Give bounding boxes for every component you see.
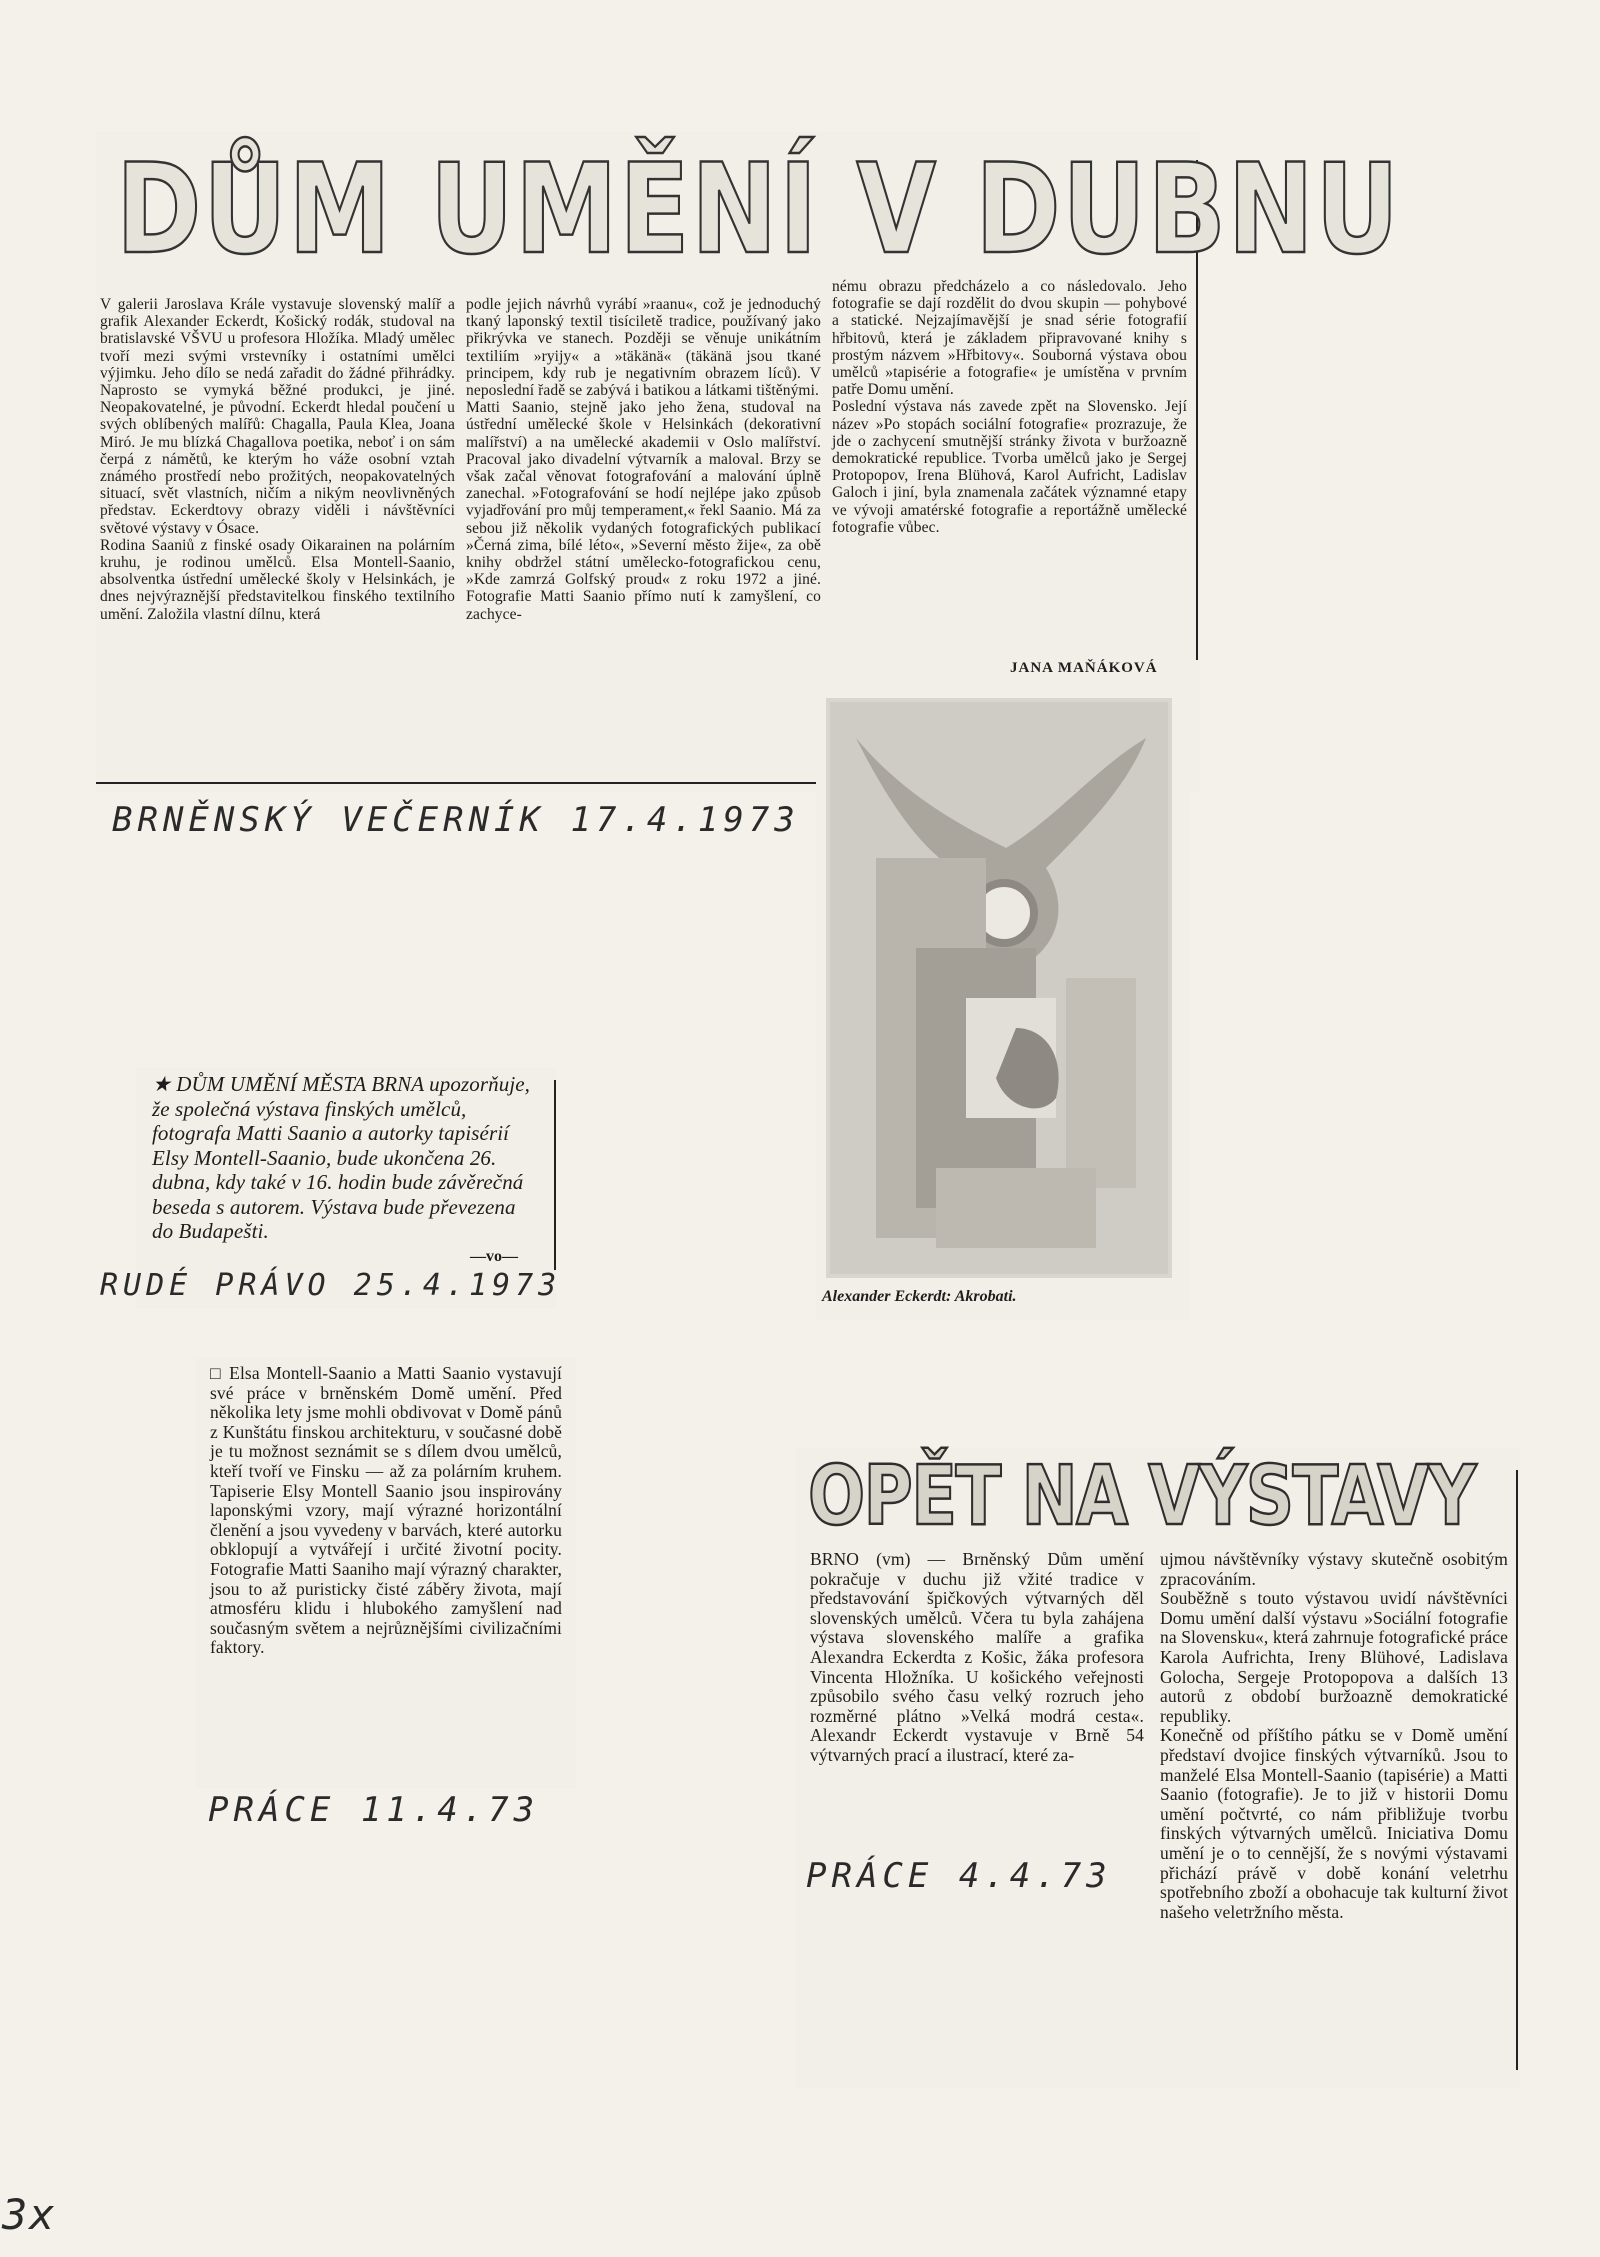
clipping-border-bottom — [96, 782, 818, 784]
article-column-3: nému obrazu předcházelo a co následovalo. Jeho fotografie se dají rozdělit do dvou skupin — pohybové a statické. Nejzajímavější je snad série fotografií hřbitovů, která je základem připravované knihy s prostým názvem »Hřbitovy«. Souborná výstava obou umělců »tapisérie a fotografie« je umístěna v prvním patře Domu umění. Poslední výstava nás zavede zpět na Slovensko. Její název »Po stopách sociální fotografie« prozrazuje, že jde o zachycení smutnější stránky života v buržoazně demokratické republice. Tvorba umělců jako je Sergej Protopopov, Irena Blühová, Karol Aufricht, Ladislav Galoch i jiní, byla znamenala začátek významné etapy ve vývoji amatérské fotografie a reportážně umělecké fotografie vůbec. — [832, 278, 1187, 536]
article-column-2: podle jejich návrhů vyrábí »raanu«, což je jednoduchý tkaný laponský textil tisíciletě tradice, používaný jako přikrývka ve stanech. Později se věnuje unikátním textiliím »ryijy« a »täkänä« (täkänä jsou tkané principem, kdy rub je negativním obrazem líců). V neposlední řadě se zabývá i batikou a látkami tištěnými. Matti Saanio, stejně jako jeho žena, studoval na ústřední umělecké škole v Helsinkách (dekorativní malířství) a na umělecké akademii v Oslo malířství. Pracoval jako divadelní výtvarník a maloval. Brzy se však začal věnovat fotografování a malování úplně zanechal. »Fotografování se hodí nejlépe jako způsob vyjadřování pro můj temperament,« řekl Saanio. Má za sebou již několik vydaných fotografických publikací »Černá zima, bílé léto«, »Severní město žije«, za obě knihy obdržel státní umělecko-fotografickou cenu, »Kde zamrzá Golfský proud« z roku 1972 a jiné. Fotografie Matti Saanio přímo nutí k zamyšlení, co zachyce- — [466, 296, 821, 623]
handwritten-source-rude-pravo: RUDÉ PRÁVO 25.4.1973 — [100, 1268, 562, 1303]
headline-opet-na-vystavy: OPĚT NA VÝSTAVY — [808, 1449, 1475, 1544]
article-column-1: V galerii Jaroslava Krále vystavuje slovenský malíř a grafik Alexander Eckerdt, Košický rodák, studoval na bratislavské VŠVU u profesora Hložíka. Mladý umělec tvoří mezi svými vrstevníky i ostatními umělci výjimku. Jeho dílo se nedá zařadit do žádné přihrádky. Naprosto se vymyká běžné produkci, je jiné. Neopakovatelné, je původní. Eckerdt hledal poučení u svých oblíbených malířů: Chagalla, Paula Klea, Joana Miró. Je mu blízká Chagallova poetika, neboť i on sám čerpá z námětů, ke kterým ho váže osobní vztah známého prostředí nebo prožitých, neopakovatelných situací, svět vlastních, ničím a nikým neovlivněných představ. Eckerdtovy obrazy viděli i návštěvníci světové výstavy v Ósace. Rodina Saaniů z finské osady Oikarainen na polárním kruhu, je rodinou umělců. Elsa Montell-Saanio, absolventka ústřední umělecké školy v Helsinkách, je dnes nejvýraznější představitelkou finského textilního umění. Založila vlastní dílnu, která — [100, 296, 455, 623]
margin-note: 3x — [2, 2190, 57, 2239]
photo-caption: Alexander Eckerdt: Akrobati. — [822, 1288, 1017, 1305]
clipping4-border-right — [1516, 1470, 1518, 2070]
handwritten-source-prace-11-4: PRÁCE 11.4.73 — [208, 1790, 540, 1830]
notice-text: ★ DŮM UMĚNÍ MĚSTA BRNA upozorňuje, že společná výstava finských umělců, fotografa Matti Saanio a autorky tapisérií Elsy Montell-Saanio, bude ukončena 26. dubna, kdy také v 16. hodin bude závěrečná beseda s autorem. Výstava bude převezena do Budapešti. — [152, 1072, 531, 1243]
notice-sign: —vo— — [470, 1248, 518, 1265]
clipping2-border-right — [554, 1080, 556, 1270]
handwritten-source-prace-4-4: PRÁCE 4.4.73 — [806, 1856, 1112, 1896]
author-signature: JANA MAŇÁKOVÁ — [1010, 660, 1158, 676]
artwork-photo-akrobati — [826, 698, 1172, 1278]
article2-column-2: ujmou návštěvníky výstavy skutečně osobitým zpracováním. Souběžně s touto výstavou uvidí návštěvníci Domu umění další výstavu »Sociální fotografie na Slovensku«, která zahrnuje fotografické práce Karola Aufrichta, Ireny Blühové, Ladislava Golocha, Sergeje Protopopova a dalších 13 autorů z období buržoazně demokratické republiky. Konečně od příštího pátku se v Domě umění představí dvojice finských výtvarníků. Jsou to manželé Elsa Montell-Saanio (tapisérie) a Matti Saanio (fotografie). Je to již v historii Domu umění počtvrté, co nám přibližuje tvorbu finských výtvarných umělců. Iniciativa Domu umění je o to cennější, že s novými výstavami přichází právě v době konání veletrhu spotřebního zboží a obohacuje tak kulturní život našeho veletržního města. — [1160, 1549, 1508, 1922]
headline-dum-umeni-v-dubnu: DŮM UMĚNÍ V DUBNU — [116, 138, 1401, 282]
article2-column-1: BRNO (vm) — Brněnský Dům umění pokračuje v duchu již vžité tradice v představování špičkových výtvarných děl slovenských umělců. Včera tu byla zahájena výstava slovenského malíře a grafika Alexandra Eckerdta z Košic, žáka profesora Vincenta Hložníka. U košického veřejnosti způsobilo svého času velký rozruch jeho rozměrné plátno »Velká modrá cesta«. Alexandr Eckerdt vystavuje v Brně 54 výtvarných prací a ilustrací, které za- — [810, 1549, 1144, 1765]
notice-elsa-montell-saanio: □ Elsa Montell-Saanio a Matti Saanio vystavují své práce v brněnském Domě umění. Před několika lety jsme mohli obdivovat v Domě pánů z Kunštátu finskou architekturu, v současné době je tu možnost seznámit se s dílem dvou umělců, kteří tvoří ve Finsku — až za polárním kruhem. Tapiserie Elsy Montell Saanio jsou inspirovány laponskými vzory, mají výrazné horizontální členění a jsou vyvedeny v barvách, které autorku obklopují a vytvářejí i určité životní pocity. Fotografie Matti Saaniho mají výrazný charakter, jsou to až puristicky čisté záběry života, mají atmosféru klidu i hlubokého zamyšlení nad současným světem a nejrůznějšími civilizačními faktory. — [210, 1363, 562, 1658]
handwritten-source-brnensky-vecernik: BRNĚNSKÝ VEČERNÍK 17.4.1973 — [112, 800, 800, 840]
